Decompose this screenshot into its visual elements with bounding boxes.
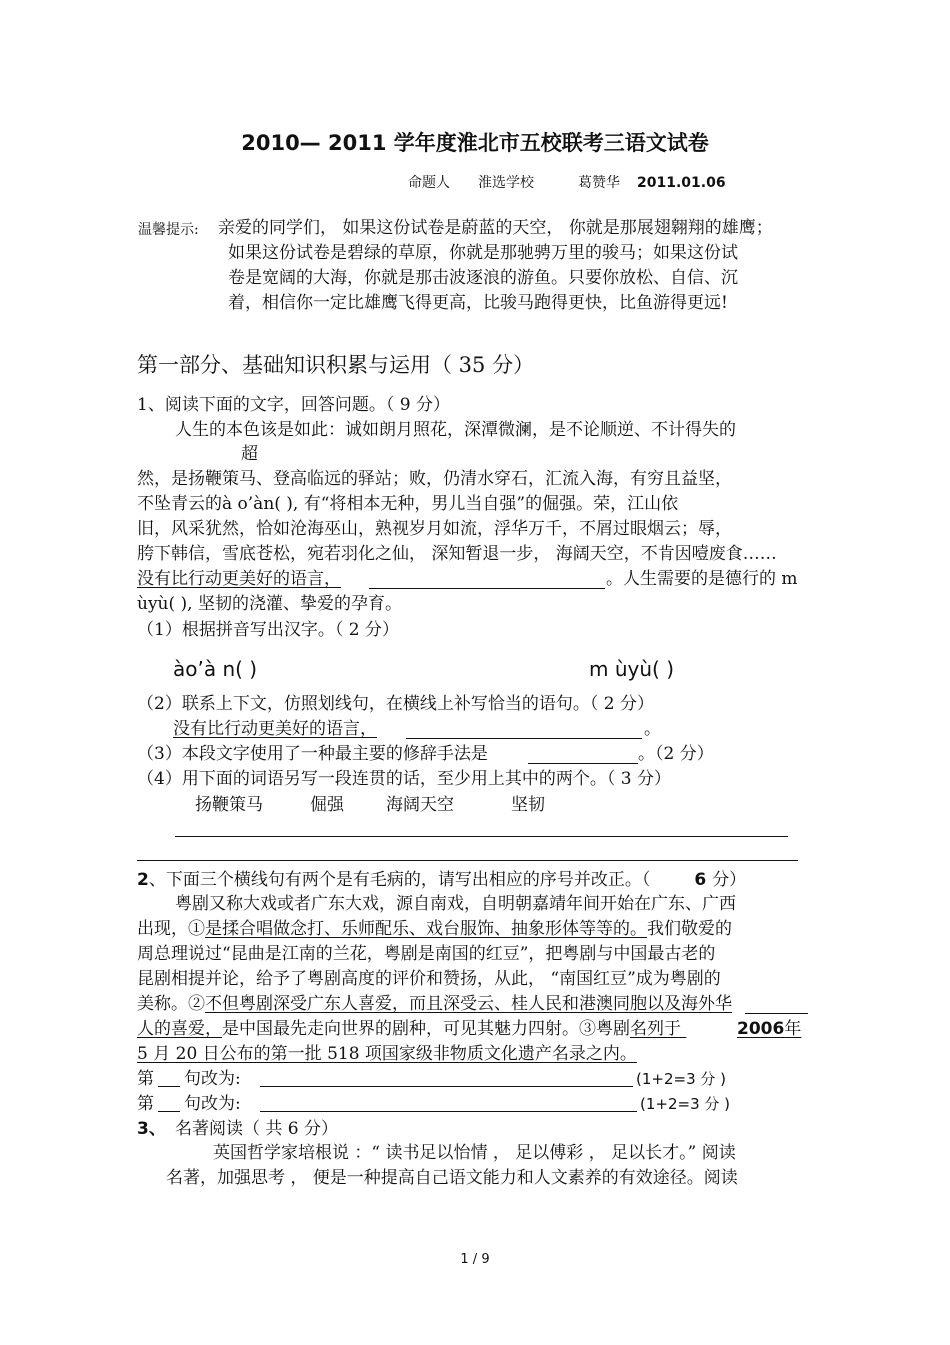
q2-year: 2006	[737, 1019, 785, 1039]
q2-text: 美称。②	[137, 994, 205, 1014]
author-school: 淮选学校	[478, 175, 534, 191]
q2-text: 我们敬爱的	[647, 919, 732, 939]
q2-fix-label: 句改为:	[184, 1069, 241, 1089]
q1-passage-line: 旧，风采犹然，恰如沧海巫山，熟视岁月如流，浮华万千，不屑过眼烟云；辱，	[137, 519, 732, 539]
tip-label: 温馨提示:	[138, 222, 199, 238]
q2-text: 年	[784, 1019, 802, 1039]
q2-score-unit: 分）	[712, 870, 747, 890]
q2-fix-label: 第	[137, 1069, 154, 1089]
q1-passage-line: 人生的本色该是如此：诚如朗月照花，深潭微澜，是不论顺逆、不计得失的	[175, 420, 736, 440]
q1-answer-line[interactable]	[175, 836, 788, 837]
q2-fix-label: 第	[137, 1094, 154, 1114]
q3-number: 3、	[137, 1119, 166, 1139]
q1-word: 扬鞭策马	[195, 795, 263, 815]
tip-line: 卷是宽阔的大海，你就是那击波逐浪的游鱼。只要你放松、自信、沉	[228, 268, 738, 288]
q2-sentence-number-blank[interactable]	[158, 1086, 180, 1087]
q2-fix-score: (1+2=3 分 )	[636, 1070, 727, 1088]
q2-passage-line	[137, 1018, 801, 1040]
q2-passage-line	[137, 993, 732, 1015]
q1-sub1: （1）根据拼音写出汉字。（ 2 分）	[137, 620, 399, 640]
author-label: 命题人	[408, 175, 450, 191]
q2-sentence-number-blank[interactable]	[158, 1111, 180, 1112]
q1-passage-line: 。人生需要的是德行的 m	[606, 569, 798, 589]
tip-line: 亲爱的同学们， 如果这份试卷是蔚蓝的天空， 你就是那展翅翱翔的雄鹰；	[218, 218, 773, 238]
q1-passage-line: 超	[241, 444, 258, 464]
q2-underlined-sentence-3-end: 5 月 20 日公布的第一批 518 项国家级非物质文化遗产名录之内。	[137, 1044, 637, 1064]
q2-number: 2	[137, 870, 149, 890]
q2-underlined-sentence-1: 是揉合唱做念打、乐师配乐、戏台服饰、抽象形体等等的。	[205, 919, 647, 939]
q1-sub3-end: 。（2 分）	[638, 744, 714, 764]
q3-prompt: 名著阅读（ 共 6 分）	[175, 1119, 339, 1139]
q2-score: 6	[694, 870, 707, 890]
q2-passage-line	[137, 918, 732, 940]
q1-passage-line: 胯下韩信，雪底苍松，宛若羽化之仙， 深知暂退一步， 海阔天空，不肯因噎废食……	[137, 544, 777, 564]
q1-underlined-sentence: 没有比行动更美好的语言，	[137, 569, 341, 589]
tip-line: 如果这份试卷是碧绿的草原，你就是那驰骋万里的骏马；如果这份试	[228, 243, 738, 263]
q2-text: 出现，①	[137, 919, 205, 939]
q1-sub4: （4）用下面的词语另写一段连贯的话，至少用上其中的两个。（ 3 分）	[137, 769, 671, 789]
q2-prompt-text: 、下面三个横线句有两个是有毛病的，请写出相应的序号并改正。（	[148, 870, 651, 890]
q1-word: 海阔天空	[386, 795, 454, 815]
q2-underlined-sentence-2: 不但粤剧深受广东人喜爱，而且深受云、桂人民和港澳同胞以及海外华	[205, 994, 732, 1014]
exam-date: 2011.01.06	[637, 175, 726, 191]
q1-sub2-blank-line[interactable]	[406, 738, 642, 739]
q1-blank-line[interactable]	[369, 588, 605, 589]
q2-underlined-sentence-2-end: 人的喜爱，	[137, 1019, 222, 1039]
q1-word: 坚韧	[511, 795, 545, 815]
q1-passage-line: ùyù( ), 坚韧的浇灌、挚爱的孕育。	[137, 594, 402, 614]
q2-fix-blank[interactable]	[260, 1086, 633, 1087]
q1-prompt: 1、阅读下面的文字，回答问题。（ 9 分）	[137, 395, 450, 415]
q2-passage-line: 昆剧相提并论，给予了粤剧高度的评价和赞扬，从此， “南国红豆”成为粤剧的	[137, 969, 721, 989]
q2-underlined-sentence-3: 名列于	[630, 1019, 681, 1039]
q2-fix-label: 句改为:	[184, 1094, 241, 1114]
q1-sub2: （2）联系上下文，仿照划线句，在横线上补写恰当的语句。（ 2 分）	[137, 694, 654, 714]
q2-underline-extension	[745, 1013, 808, 1014]
q3-passage-line: 英国哲学家培根说 ：“ 读书足以怡情 ， 足以傅彩 ， 足以长才。” 阅读	[213, 1143, 736, 1163]
q2-passage-line: 周总理说过“昆曲是江南的兰花，粤剧是南国的红豆”，把粤剧与中国最古老的	[137, 944, 716, 964]
q1-sub3: （3）本段文字使用了一种最主要的修辞手法是	[137, 744, 488, 764]
q2-text: 是中国最先走向世界的剧种，可见其魅力四射。③粤剧	[222, 1019, 630, 1039]
q3-passage-line: 名著，加强思考 ， 便是一种提高自己语文能力和人文素养的有效途径。阅读	[166, 1168, 738, 1188]
tip-line: 着，相信你一定比雄鹰飞得更高，比骏马跑得更快，比鱼游得更远!	[228, 293, 728, 313]
q1-sub3-blank-line[interactable]	[528, 763, 638, 764]
q1-answer-line[interactable]	[137, 860, 798, 861]
part1-heading: 第一部分、基础知识积累与运用（ 35 分）	[137, 353, 535, 377]
page-number: 1 / 9	[460, 1252, 490, 1267]
q1-sub2-end: 。	[644, 719, 661, 739]
q2-fix-blank[interactable]	[260, 1111, 637, 1112]
author-name: 葛赞华	[578, 175, 620, 191]
q2-passage-line: 粤剧又称大戏或者广东大戏，源自南戏，自明朝嘉靖年间开始在广东、广西	[175, 894, 736, 914]
q1-passage-line: 不坠青云的à o’àn( ), 有“将相本无种，男儿当自强”的倔强。荣，江山依	[137, 494, 679, 514]
q2-prompt	[137, 869, 746, 891]
q1-sub2-underlined: 没有比行动更美好的语言，	[173, 719, 377, 739]
q2-fix-score: (1+2=3 分 )	[640, 1095, 731, 1113]
q1-word: 倔强	[310, 795, 344, 815]
q1-passage-line: 然，是扬鞭策马、登高临远的驿站；败，仍清水穿石，汇流入海，有穷且益坚，	[137, 469, 732, 489]
pinyin-b: m ùyù( )	[589, 657, 674, 681]
pinyin-a: ào’à n( )	[173, 657, 258, 681]
exam-title: 2010— 2011 学年度淮北市五校联考三语文试卷	[241, 131, 709, 155]
